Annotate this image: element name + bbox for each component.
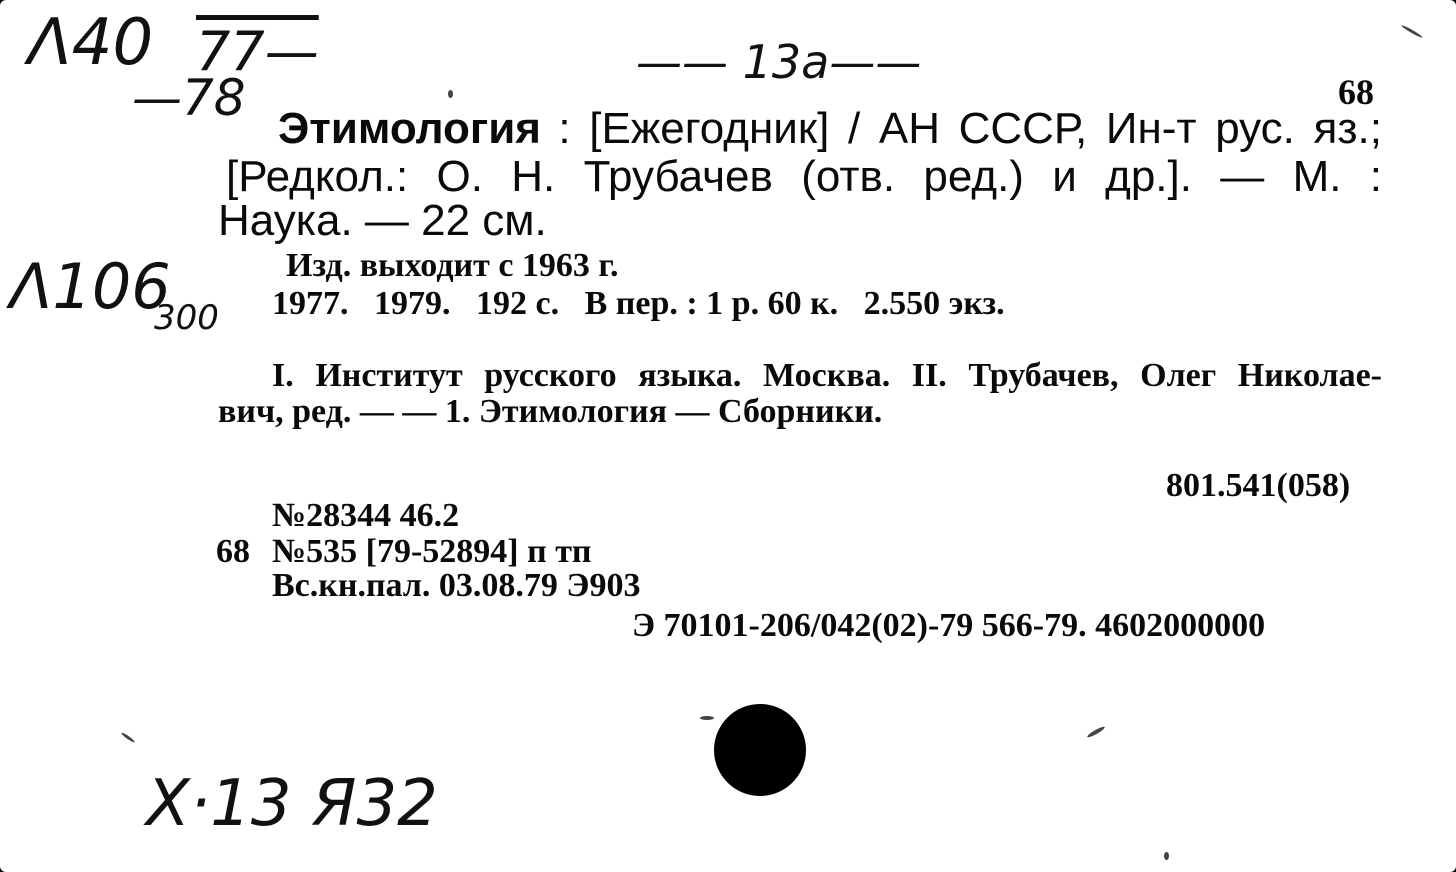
card-number: 68 [1338,72,1374,112]
handwritten-shelfmark-top: Λ40 [28,6,154,80]
title-line-3: Наука. — 22 см. [218,196,547,245]
code-line-1: №28344 46.2 [272,497,460,534]
entries-line-1: I. Институт русского языка. Москва. II. Трубачев, Олег Николае- [272,357,1382,394]
title-line-1-rest: : [Ежегодник] / АН СССР, Ин-т рус. яз.; [558,104,1383,153]
scan-speck [700,716,714,720]
published-since: Изд. выходит с 1963 г. [286,247,619,284]
handwritten-note-top-center: —— 13a—— [636,35,922,89]
udc-code: 801.541(058) [1166,467,1351,504]
scan-speck [448,90,453,98]
handwritten-number-300: 300 [154,298,219,338]
title-line-2: [Редкол.: О. Н. Трубачев (отв. ред.) и др.]. — М. : [226,152,1382,201]
scan-speck [1164,852,1169,860]
scan-speck [1086,725,1105,738]
code-line-2: №535 [79-52894] п тп [272,533,592,570]
code-line-2-prefix: 68 [216,533,250,570]
title: Этимология [278,104,541,153]
scan-speck [121,732,136,744]
handwritten-shelfmark-bottom: X·13 Я32 [146,767,438,841]
scan-speck [1401,24,1423,39]
handwritten-number-77: 77— [196,20,319,83]
punch-hole [714,704,806,796]
title-line-1 [278,104,1382,154]
issue-line: 1977. 1979. 192 с. В пер. : 1 р. 60 к. 2.550 экз. [272,285,1005,322]
handwritten-shelfmark-middle: Λ106 [10,250,171,323]
code-line-3: Вс.кн.пал. 03.08.79 Э903 [272,567,641,604]
entries-line-2: вич, ред. — — 1. Этимология — Сборники. [218,393,883,430]
handwritten-number-78: —78 [132,69,246,127]
code-line-4: Э 70101-206/042(02)-79 566-79. 4602000000 [632,607,1266,644]
